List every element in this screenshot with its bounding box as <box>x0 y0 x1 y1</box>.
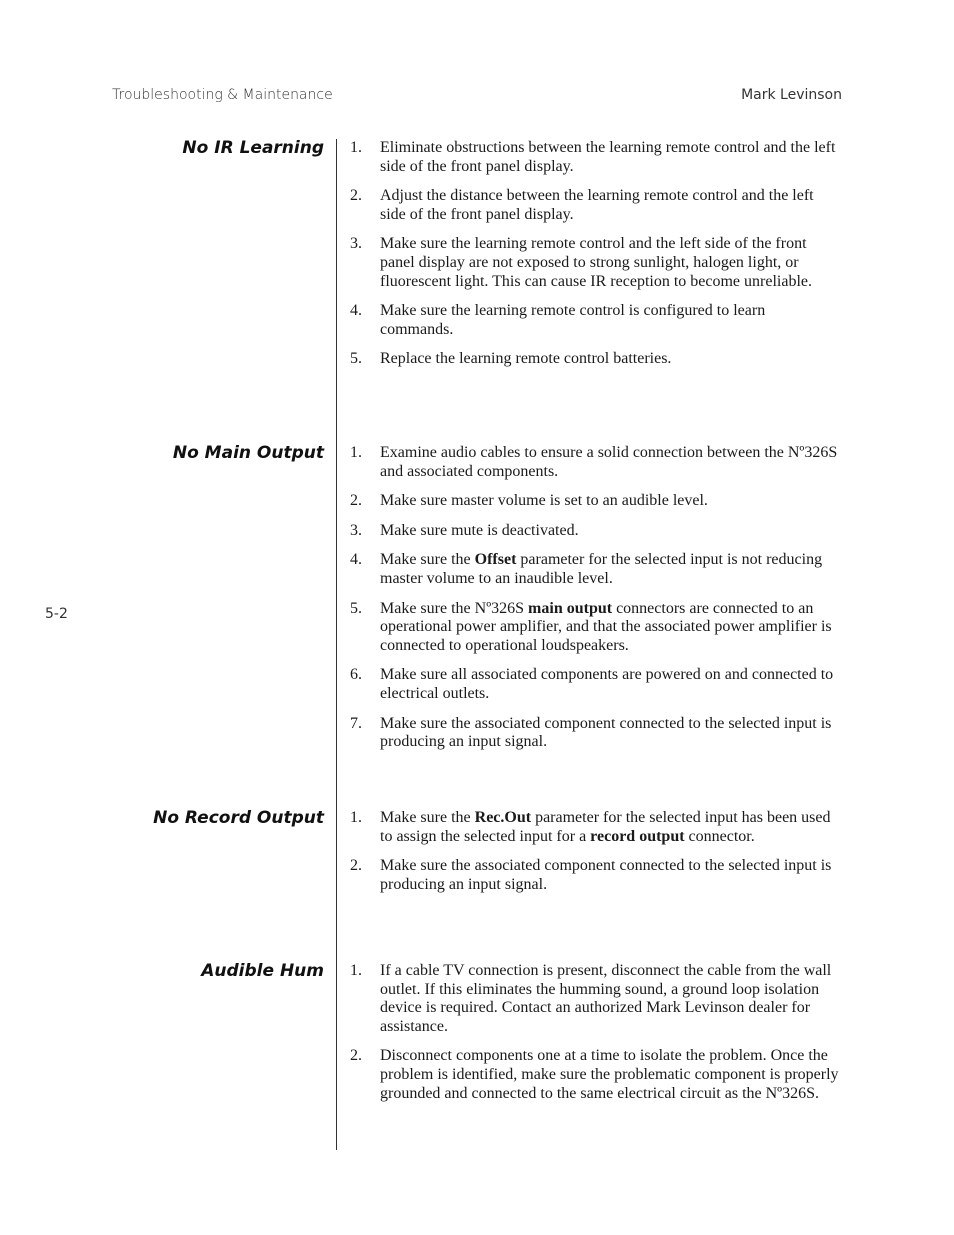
item-text: Make sure mute is deactivated. <box>380 521 579 539</box>
list-item <box>350 492 842 511</box>
item-number: 5. <box>350 599 362 617</box>
running-header-brand: Mark Levinson <box>741 87 842 103</box>
running-header-section: Troubleshooting & Maintenance <box>112 87 333 103</box>
item-text: Make sure all associated components are powered on and connected to electrical outlets. <box>380 666 834 702</box>
item-text: Make sure the associated component connected to the selected input is producing an input signal. <box>380 714 832 751</box>
item-number: 5. <box>350 350 362 368</box>
page-number: 5-2 <box>45 606 68 622</box>
item-text: Eliminate obstructions between the learning remote control and the left side of the front panel display. <box>380 139 836 175</box>
parameter-name: Rec.Out <box>474 809 532 826</box>
item-number: 3. <box>350 235 362 253</box>
list-item <box>350 809 842 846</box>
list-item <box>350 444 842 481</box>
list-item <box>350 600 842 656</box>
item-text: Make sure the Offset parameter for the selected input is not reducing master volume to an inaudible level. <box>380 551 823 587</box>
item-number: 1. <box>350 139 362 156</box>
item-number: 2. <box>350 857 362 875</box>
list-item <box>350 235 842 291</box>
item-text: Make sure master volume is set to an audible level. <box>380 492 708 510</box>
item-number: 4. <box>350 551 362 569</box>
steps-list <box>350 962 842 1114</box>
list-item <box>350 666 842 703</box>
list-item <box>350 551 842 588</box>
connector-name: record output <box>590 827 685 845</box>
list-item <box>350 350 842 369</box>
item-text: Make sure the learning remote control and the left side of the front panel display are not exposed to strong sunlight, halogen light, or fluorescent light. This can cause IR reception to become unreliable. <box>380 235 812 290</box>
parameter-name: Offset <box>474 551 517 569</box>
section-title: Audible Hum <box>201 961 324 981</box>
list-item <box>350 857 842 894</box>
item-number: 1. <box>350 962 362 979</box>
item-number: 2. <box>350 1047 362 1065</box>
item-text: Make sure the learning remote control is configured to learn commands. <box>380 302 766 338</box>
section-title: No Record Output <box>153 808 324 828</box>
steps-list <box>350 139 842 380</box>
item-number: 2. <box>350 187 362 205</box>
column-divider <box>336 139 337 1150</box>
item-text: Disconnect components one at a time to isolate the problem. Once the problem is identified, make sure the problematic component is properly grounded and connected to the same electrical circuit as the Nº326S. <box>380 1047 839 1102</box>
section-title: No Main Output <box>172 443 324 463</box>
section-title: No IR Learning <box>182 138 324 158</box>
connector-name: main output <box>528 599 613 617</box>
item-text: Replace the learning remote control batteries. <box>380 350 672 368</box>
item-number: 3. <box>350 521 362 539</box>
item-number: 2. <box>350 492 362 510</box>
list-item <box>350 1047 842 1103</box>
item-number: 1. <box>350 444 362 461</box>
list-item <box>350 715 842 752</box>
list-item <box>350 187 842 224</box>
item-number: 6. <box>350 666 362 684</box>
item-text: Make sure the associated component connected to the selected input is producing an input signal. <box>380 857 832 893</box>
item-text: If a cable TV connection is present, disconnect the cable from the wall outlet. If this eliminates the humming sound, a ground loop isolation device is required. Contact an authorized Mark Levinson dealer for assistance. <box>380 962 832 1035</box>
steps-list <box>350 444 842 763</box>
item-text: Make sure the Rec.Out parameter for the selected input has been used to assign the selected input for a record output connector. <box>380 809 831 845</box>
list-item <box>350 302 842 339</box>
item-number: 7. <box>350 714 362 732</box>
steps-list <box>350 809 842 905</box>
item-text: Make sure the Nº326S main output connectors are connected to an operational power amplifier, and that the associated power amplifier is connected to operational loudspeakers. <box>380 599 832 654</box>
list-item <box>350 962 842 1036</box>
item-number: 4. <box>350 302 362 320</box>
list-item <box>350 139 842 176</box>
list-item <box>350 522 842 541</box>
item-number: 1. <box>350 809 362 826</box>
item-text: Examine audio cables to ensure a solid connection between the Nº326S and associated components. <box>380 444 838 480</box>
item-text: Adjust the distance between the learning remote control and the left side of the front panel display. <box>380 187 814 223</box>
